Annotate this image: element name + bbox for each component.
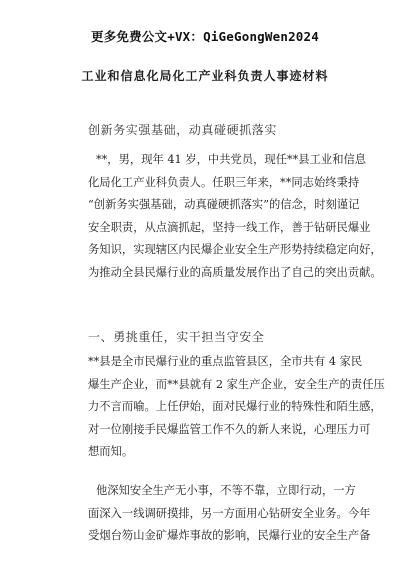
promo-header: 更多免费公文+VX：QiGeGongWen2024 xyxy=(91,29,319,44)
paragraph-line: 为推动全县民爆行业的高质量发展作出了自己的突出贡献。 xyxy=(88,265,382,279)
paragraph-line: 务知识，实现辖区内民爆企业安全生产形势持续稳定向好， xyxy=(88,243,382,257)
paragraph-line: **县是全市民爆行业的重点监管县区，全市共有 4 家民 xyxy=(88,355,363,368)
subtitle-heading: 创新务实强基础，动真碰硬抓落实 xyxy=(88,123,278,137)
paragraph-line: 化局化工产业科负责人。任职三年来，**同志始终秉持 xyxy=(88,175,360,189)
paragraph-line: 安全职责，从点滴抓起，坚持一线工作，善于钻研民爆业 xyxy=(88,220,371,234)
paragraph-line: 爆生产企业，而**县就有 2 家生产企业，安全生产的责任压 xyxy=(88,377,385,391)
paragraph-line: 面深入一线调研摸排，另一方面用心钻研安全业务。今年 xyxy=(88,506,371,520)
paragraph-line: 对一位刚接手民爆监管工作不久的新人来说，心理压力可 xyxy=(88,422,371,436)
paragraph-line: 力不言而喻。上任伊始，面对民爆行业的特殊性和陌生感， xyxy=(88,400,382,414)
paragraph-line: 想而知。 xyxy=(88,445,134,459)
paragraph-3 xyxy=(88,480,371,548)
paragraph-2 xyxy=(88,351,385,464)
paragraph-line: **，男，现年 41 岁，中共党员，现任**县工业和信息 xyxy=(96,153,367,166)
paragraph-line: “创新务实强基础，动真碰硬抓落实”的信念，时刻谨记 xyxy=(88,198,360,212)
paragraph-line: 他深知安全生产无小事，不等不靠，立即行动，一方 xyxy=(96,484,356,497)
paragraph-line: 受烟台笏山金矿爆炸事故的影响，民爆行业的安全生产备 xyxy=(88,529,371,543)
section-heading: 一、勇挑重任，实干担当守安全 xyxy=(88,330,265,344)
document-title: 工业和信息化局化工产业科负责人事迹材料 xyxy=(81,69,329,83)
paragraph-1 xyxy=(88,149,382,285)
